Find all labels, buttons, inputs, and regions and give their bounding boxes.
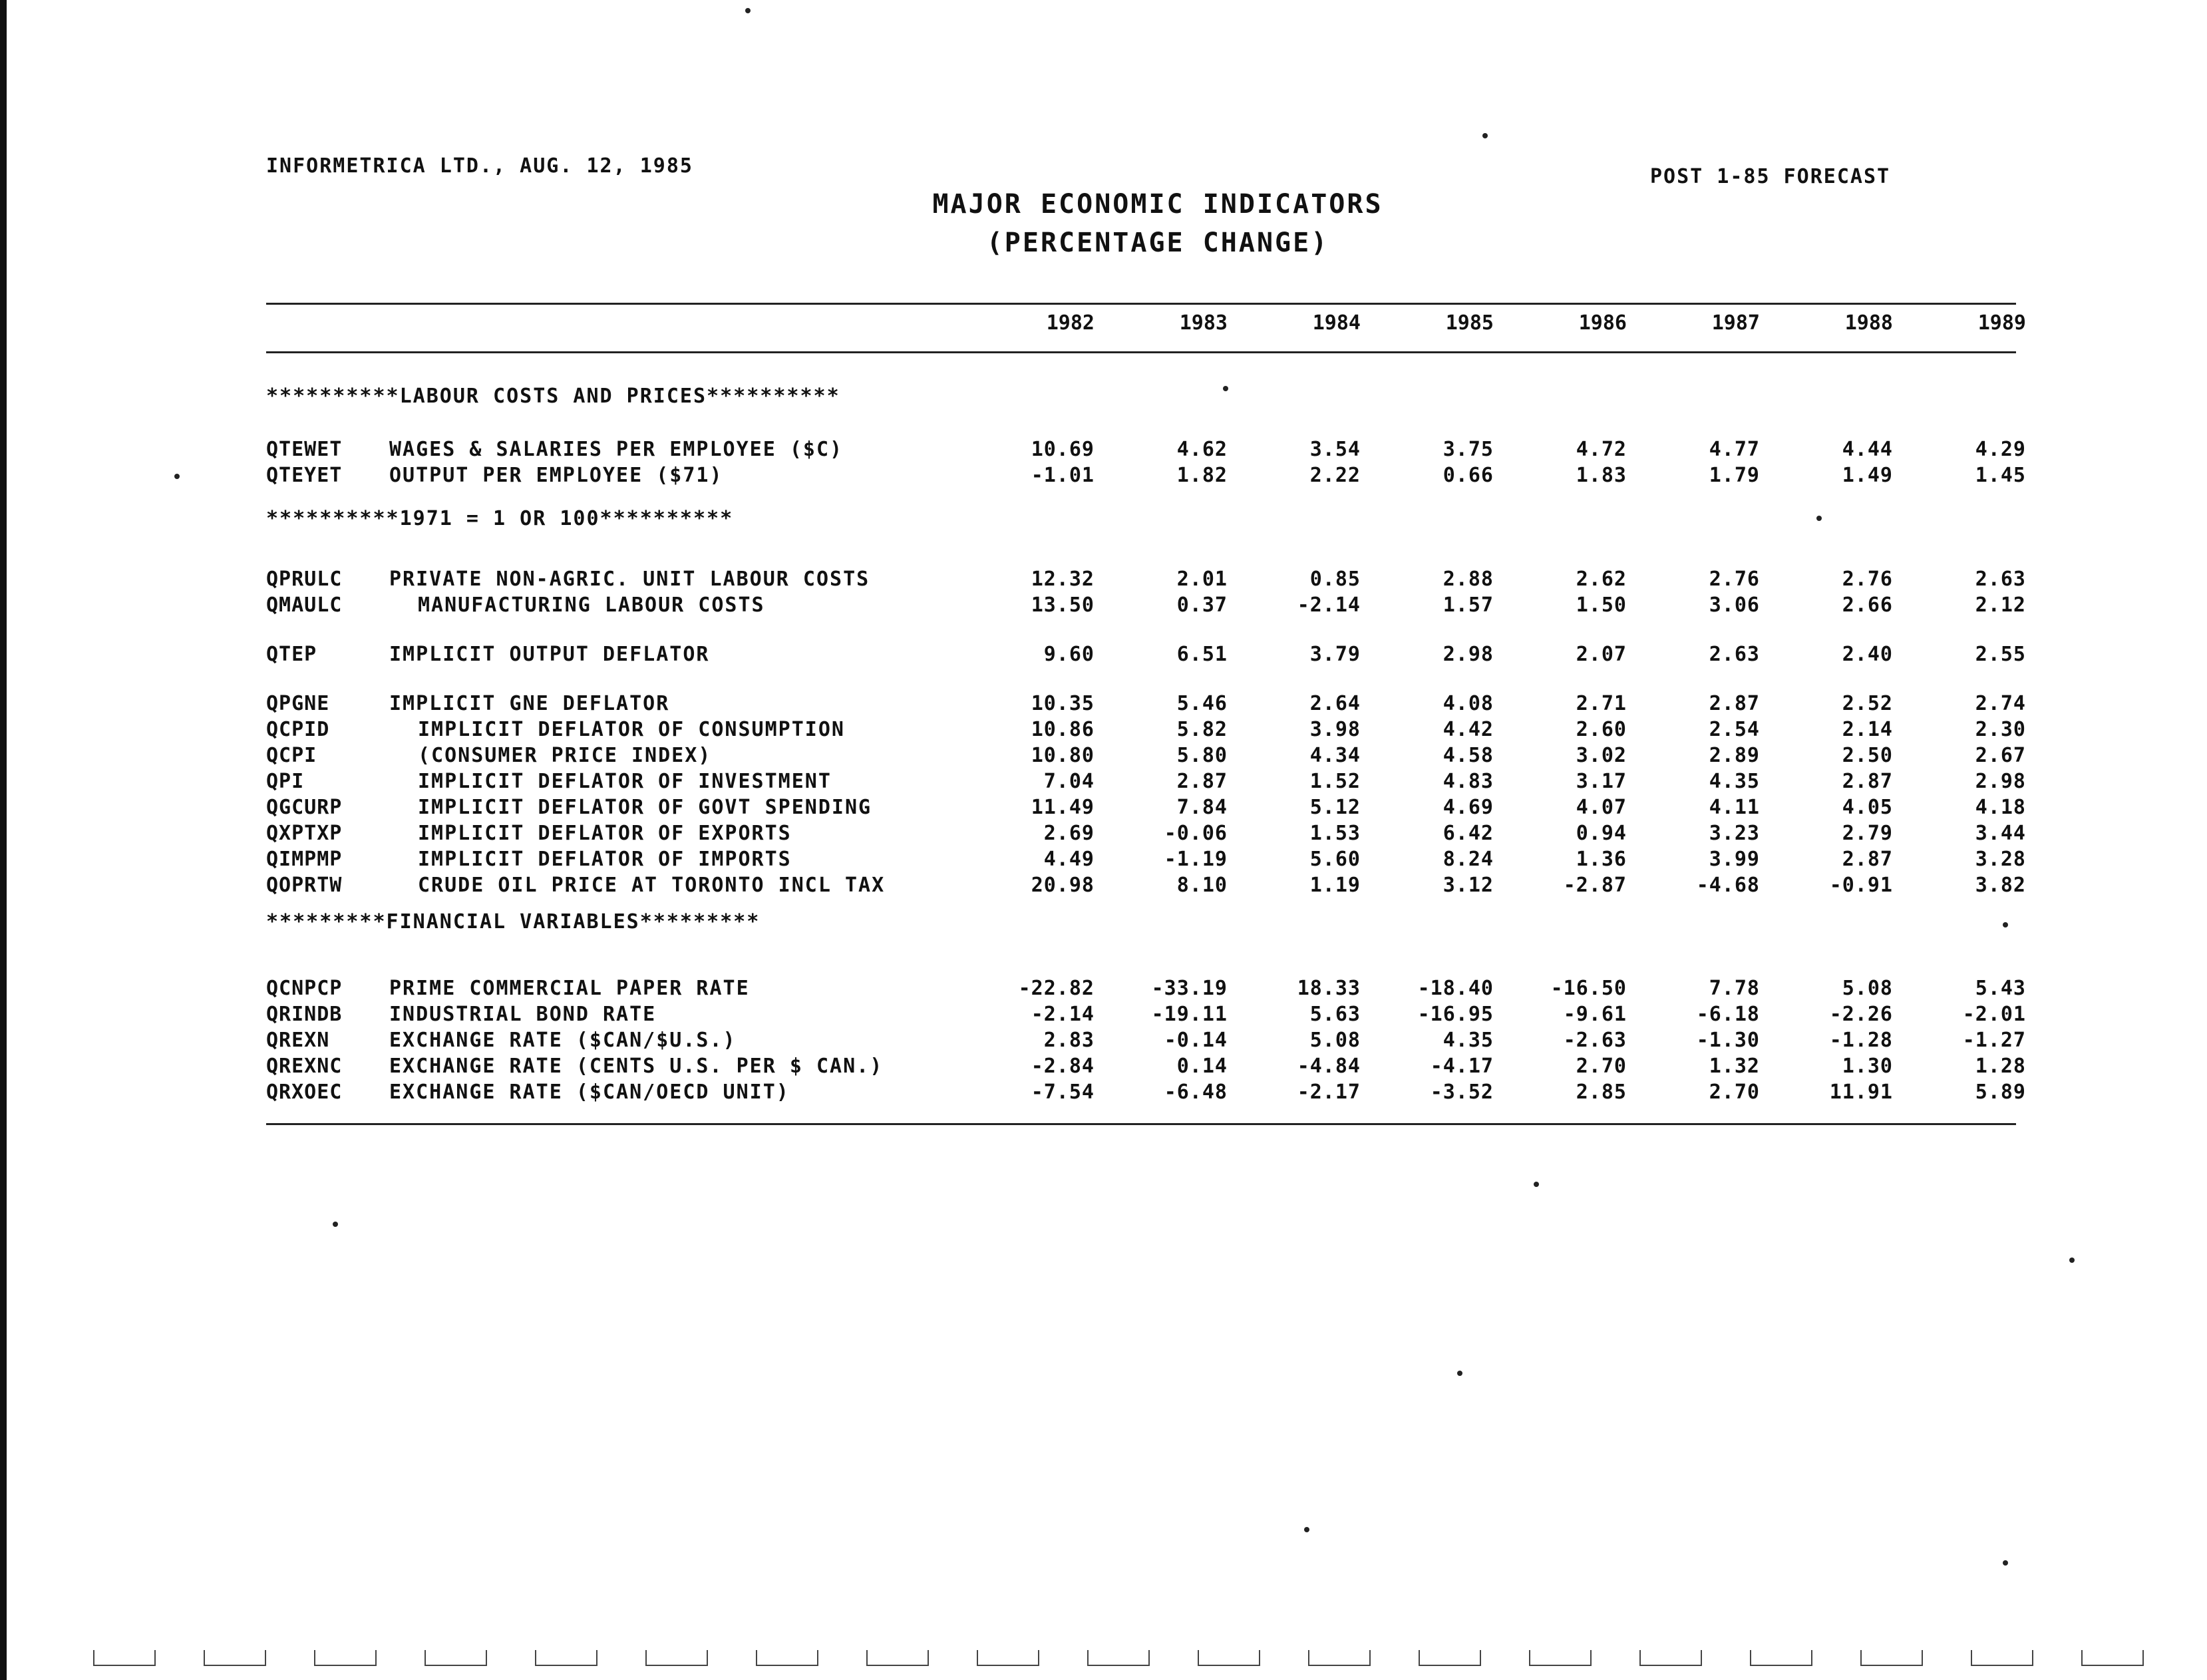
value-cell-1989: 1.45 [1975,464,2026,487]
scan-speck [1534,1182,1539,1187]
value-cell-1984: 5.60 [1309,848,1361,871]
scan-speck [2003,1560,2008,1566]
table-row [0,977,2207,1002]
year-1987: 1987 [1711,311,1760,335]
value-cell-1989: 2.55 [1975,643,2026,666]
value-cell-1983: 2.87 [1176,770,1228,793]
table-row [0,874,2207,899]
value-cell-1987: 2.76 [1709,568,1760,591]
scan-speck [2003,922,2008,927]
value-cell-1984: 2.22 [1309,464,1361,487]
perforation-mark [1198,1650,1260,1666]
value-cell-1982: 7.04 [1043,770,1095,793]
table-row [0,593,2207,619]
value-cell-1985: -18.40 [1417,977,1494,1000]
value-cell-1989: 4.18 [1975,796,2026,819]
value-cell-1987: 3.23 [1709,822,1760,845]
value-cell-1987: 3.99 [1709,848,1760,871]
section-labour-costs: **********LABOUR COSTS AND PRICES********** [266,385,840,408]
perforation-mark [424,1650,487,1666]
value-cell-1985: 1.57 [1443,593,1494,617]
value-cell-1989: -1.27 [1962,1029,2026,1052]
value-cell-1988: 4.05 [1842,796,1893,819]
series-code: QREXNC [266,1055,343,1078]
value-cell-1989: 3.44 [1975,822,2026,845]
value-cell-1988: 2.87 [1842,848,1893,871]
series-code: QOPRTW [266,874,343,897]
table-row [0,1003,2207,1028]
value-cell-1989: 2.74 [1975,692,2026,715]
indicator-label: IMPLICIT DEFLATOR OF IMPORTS [418,848,792,871]
table-row [0,568,2207,593]
value-cell-1986: -16.50 [1550,977,1627,1000]
value-cell-1984: 4.34 [1309,744,1361,767]
value-cell-1985: -3.52 [1430,1081,1494,1104]
value-cell-1987: 2.54 [1709,718,1760,741]
year-header-row [0,311,2207,338]
value-cell-1988: 2.66 [1842,593,1893,617]
value-cell-1989: 2.30 [1975,718,2026,741]
perforation-mark [977,1650,1039,1666]
value-cell-1982: 13.50 [1031,593,1095,617]
value-cell-1988: 2.87 [1842,770,1893,793]
value-cell-1986: 3.02 [1576,744,1627,767]
value-cell-1984: 5.08 [1309,1029,1361,1052]
value-cell-1987: -1.30 [1696,1029,1760,1052]
scan-speck [1223,386,1228,391]
value-cell-1984: 5.12 [1309,796,1361,819]
indicator-label: IMPLICIT DEFLATOR OF EXPORTS [418,822,792,845]
value-cell-1984: -4.84 [1297,1055,1361,1078]
section-index-base: **********1971 = 1 OR 100********** [266,507,734,530]
value-cell-1989: 2.67 [1975,744,2026,767]
value-cell-1982: -22.82 [1018,977,1095,1000]
series-code: QTEWET [266,438,343,461]
page-title [865,185,1450,262]
value-cell-1986: 0.94 [1576,822,1627,845]
value-cell-1989: 2.98 [1975,770,2026,793]
scan-speck [174,474,180,479]
table-row [0,1055,2207,1080]
form-feed-marks [93,1650,2182,1670]
value-cell-1988: 1.30 [1842,1055,1893,1078]
value-cell-1987: 4.11 [1709,796,1760,819]
value-cell-1982: 4.49 [1043,848,1095,871]
value-cell-1986: 3.17 [1576,770,1627,793]
indicator-label: EXCHANGE RATE ($CAN/OECD UNIT) [389,1081,790,1104]
value-cell-1984: -2.14 [1297,593,1361,617]
value-cell-1987: 2.63 [1709,643,1760,666]
table-row [0,464,2207,489]
table-row [0,438,2207,463]
year-1982: 1982 [1046,311,1095,335]
value-cell-1984: 3.98 [1309,718,1361,741]
table-row [0,1081,2207,1106]
value-cell-1988: 4.44 [1842,438,1893,461]
value-cell-1985: 6.42 [1443,822,1494,845]
scan-speck [1816,516,1822,521]
value-cell-1983: -1.19 [1164,848,1228,871]
value-cell-1983: 7.84 [1176,796,1228,819]
value-cell-1988: 5.08 [1842,977,1893,1000]
series-code: QPI [266,770,305,793]
indicator-label: OUTPUT PER EMPLOYEE ($71) [389,464,723,487]
value-cell-1982: 10.35 [1031,692,1095,715]
bottom-rule [266,1123,2016,1125]
value-cell-1989: 3.82 [1975,874,2026,897]
value-cell-1982: -1.01 [1031,464,1095,487]
perforation-mark [1971,1650,2033,1666]
table-row [0,744,2207,769]
scan-speck [1304,1527,1309,1532]
value-cell-1982: 10.86 [1031,718,1095,741]
value-cell-1988: 2.40 [1842,643,1893,666]
value-cell-1983: 1.82 [1176,464,1228,487]
perforation-mark [1750,1650,1812,1666]
value-cell-1986: 1.50 [1576,593,1627,617]
scan-speck [333,1222,338,1227]
value-cell-1985: 3.75 [1443,438,1494,461]
value-cell-1986: 4.72 [1576,438,1627,461]
perforation-mark [1419,1650,1481,1666]
series-code: QPRULC [266,568,343,591]
perforation-mark [1308,1650,1371,1666]
series-code: QIMPMP [266,848,343,871]
value-cell-1987: 1.32 [1709,1055,1760,1078]
year-1988: 1988 [1844,311,1893,335]
value-cell-1982: 9.60 [1043,643,1095,666]
perforation-mark [2081,1650,2144,1666]
value-cell-1985: -16.95 [1417,1003,1494,1026]
year-1983: 1983 [1179,311,1228,335]
value-cell-1984: 18.33 [1297,977,1361,1000]
indicator-label: MANUFACTURING LABOUR COSTS [418,593,765,617]
indicator-label: PRIME COMMERCIAL PAPER RATE [389,977,750,1000]
value-cell-1983: -33.19 [1151,977,1228,1000]
value-cell-1985: 3.12 [1443,874,1494,897]
table-row [0,692,2207,717]
header-rule [266,351,2016,353]
value-cell-1983: 0.37 [1176,593,1228,617]
value-cell-1987: 4.77 [1709,438,1760,461]
perforation-mark [1639,1650,1702,1666]
perforation-mark [204,1650,266,1666]
value-cell-1985: 4.69 [1443,796,1494,819]
value-cell-1983: -6.48 [1164,1081,1228,1104]
value-cell-1986: 2.60 [1576,718,1627,741]
value-cell-1989: 2.63 [1975,568,2026,591]
value-cell-1987: 3.06 [1709,593,1760,617]
indicator-label: (CONSUMER PRICE INDEX) [418,744,712,767]
year-1989: 1989 [1977,311,2026,335]
value-cell-1988: 2.76 [1842,568,1893,591]
value-cell-1988: 2.14 [1842,718,1893,741]
table-row [0,822,2207,847]
value-cell-1985: 4.83 [1443,770,1494,793]
series-code: QPGNE [266,692,330,715]
value-cell-1987: 2.89 [1709,744,1760,767]
series-code: QXPTXP [266,822,343,845]
value-cell-1987: 1.79 [1709,464,1760,487]
perforation-mark [535,1650,597,1666]
value-cell-1984: 3.79 [1309,643,1361,666]
series-code: QGCURP [266,796,343,819]
value-cell-1988: -0.91 [1829,874,1893,897]
value-cell-1984: 2.64 [1309,692,1361,715]
value-cell-1983: 0.14 [1176,1055,1228,1078]
value-cell-1983: 5.82 [1176,718,1228,741]
value-cell-1986: 1.83 [1576,464,1627,487]
value-cell-1988: 1.49 [1842,464,1893,487]
series-code: QCPID [266,718,330,741]
value-cell-1985: 4.42 [1443,718,1494,741]
year-1984: 1984 [1312,311,1361,335]
series-code: QTEYET [266,464,343,487]
perforation-mark [1860,1650,1923,1666]
perforation-mark [866,1650,929,1666]
value-cell-1983: 5.46 [1176,692,1228,715]
value-cell-1982: 12.32 [1031,568,1095,591]
scan-speck [2069,1258,2075,1263]
indicator-label: EXCHANGE RATE ($CAN/$U.S.) [389,1029,737,1052]
perforation-mark [93,1650,156,1666]
value-cell-1988: -1.28 [1829,1029,1893,1052]
value-cell-1982: 2.69 [1043,822,1095,845]
value-cell-1986: 2.71 [1576,692,1627,715]
value-cell-1989: 3.28 [1975,848,2026,871]
value-cell-1988: 2.52 [1842,692,1893,715]
series-code: QTEP [266,643,317,666]
table-row [0,848,2207,873]
value-cell-1986: -2.87 [1563,874,1627,897]
value-cell-1988: -2.26 [1829,1003,1893,1026]
table-row [0,770,2207,795]
indicator-label: IMPLICIT OUTPUT DEFLATOR [389,643,710,666]
value-cell-1983: 4.62 [1176,438,1228,461]
value-cell-1989: 2.12 [1975,593,2026,617]
value-cell-1985: 4.35 [1443,1029,1494,1052]
value-cell-1987: 7.78 [1709,977,1760,1000]
perforation-mark [645,1650,708,1666]
value-cell-1985: 8.24 [1443,848,1494,871]
value-cell-1983: 2.01 [1176,568,1228,591]
indicator-label: IMPLICIT GNE DEFLATOR [389,692,670,715]
value-cell-1984: 1.53 [1309,822,1361,845]
indicator-label: IMPLICIT DEFLATOR OF INVESTMENT [418,770,832,793]
value-cell-1984: -2.17 [1297,1081,1361,1104]
value-cell-1983: 6.51 [1176,643,1228,666]
value-cell-1987: -4.68 [1696,874,1760,897]
value-cell-1989: -2.01 [1962,1003,2026,1026]
indicator-label: WAGES & SALARIES PER EMPLOYEE ($C) [389,438,844,461]
value-cell-1982: 2.83 [1043,1029,1095,1052]
indicator-label: EXCHANGE RATE (CENTS U.S. PER $ CAN.) [389,1055,884,1078]
series-code: QCNPCP [266,977,343,1000]
year-1985: 1985 [1445,311,1494,335]
value-cell-1989: 4.29 [1975,438,2026,461]
value-cell-1989: 5.43 [1975,977,2026,1000]
value-cell-1988: 2.50 [1842,744,1893,767]
value-cell-1988: 11.91 [1829,1081,1893,1104]
value-cell-1986: 4.07 [1576,796,1627,819]
value-cell-1984: 3.54 [1309,438,1361,461]
perforation-mark [756,1650,818,1666]
perforation-mark [1087,1650,1150,1666]
value-cell-1985: 2.98 [1443,643,1494,666]
value-cell-1989: 5.89 [1975,1081,2026,1104]
forecast-label: POST 1-85 FORECAST [1650,165,1891,188]
value-cell-1986: 2.70 [1576,1055,1627,1078]
value-cell-1987: 2.87 [1709,692,1760,715]
value-cell-1986: -2.63 [1563,1029,1627,1052]
value-cell-1985: 4.58 [1443,744,1494,767]
value-cell-1982: 11.49 [1031,796,1095,819]
value-cell-1987: 4.35 [1709,770,1760,793]
indicator-label: IMPLICIT DEFLATOR OF CONSUMPTION [418,718,845,741]
value-cell-1987: 2.70 [1709,1081,1760,1104]
indicator-label: PRIVATE NON-AGRIC. UNIT LABOUR COSTS [389,568,870,591]
perforation-mark [314,1650,377,1666]
value-cell-1982: 20.98 [1031,874,1095,897]
value-cell-1989: 1.28 [1975,1055,2026,1078]
value-cell-1988: 2.79 [1842,822,1893,845]
title-line-1: MAJOR ECONOMIC INDICATORS [932,189,1383,220]
value-cell-1987: -6.18 [1696,1003,1760,1026]
value-cell-1985: 4.08 [1443,692,1494,715]
value-cell-1983: 8.10 [1176,874,1228,897]
value-cell-1982: 10.80 [1031,744,1095,767]
value-cell-1983: 5.80 [1176,744,1228,767]
value-cell-1984: 1.52 [1309,770,1361,793]
series-code: QRINDB [266,1003,343,1026]
value-cell-1986: 2.62 [1576,568,1627,591]
indicator-label: INDUSTRIAL BOND RATE [389,1003,657,1026]
value-cell-1984: 1.19 [1309,874,1361,897]
series-code: QREXN [266,1029,330,1052]
table-row [0,643,2207,668]
scan-speck [745,8,751,13]
value-cell-1982: -7.54 [1031,1081,1095,1104]
year-1986: 1986 [1578,311,1627,335]
publisher-date: INFORMETRICA LTD., AUG. 12, 1985 [266,154,693,178]
value-cell-1984: 0.85 [1309,568,1361,591]
indicator-label: CRUDE OIL PRICE AT TORONTO INCL TAX [418,874,886,897]
indicator-label: IMPLICIT DEFLATOR OF GOVT SPENDING [418,796,872,819]
value-cell-1986: 2.85 [1576,1081,1627,1104]
value-cell-1985: 2.88 [1443,568,1494,591]
value-cell-1986: 2.07 [1576,643,1627,666]
value-cell-1983: -0.14 [1164,1029,1228,1052]
value-cell-1982: -2.84 [1031,1055,1095,1078]
value-cell-1983: -19.11 [1151,1003,1228,1026]
series-code: QMAULC [266,593,343,617]
value-cell-1986: -9.61 [1563,1003,1627,1026]
value-cell-1985: -4.17 [1430,1055,1494,1078]
scan-speck [1457,1371,1462,1376]
table-row [0,718,2207,743]
section-financial: *********FINANCIAL VARIABLES********* [266,910,761,933]
title-line-2: (PERCENTAGE CHANGE) [986,228,1329,258]
series-code: QRXOEC [266,1081,343,1104]
perforation-mark [1529,1650,1592,1666]
value-cell-1982: 10.69 [1031,438,1095,461]
value-cell-1983: -0.06 [1164,822,1228,845]
value-cell-1984: 5.63 [1309,1003,1361,1026]
table-row [0,796,2207,821]
table-row [0,1029,2207,1054]
series-code: QCPI [266,744,317,767]
value-cell-1985: 0.66 [1443,464,1494,487]
value-cell-1986: 1.36 [1576,848,1627,871]
value-cell-1982: -2.14 [1031,1003,1095,1026]
top-rule [266,303,2016,305]
scan-speck [1482,133,1488,138]
